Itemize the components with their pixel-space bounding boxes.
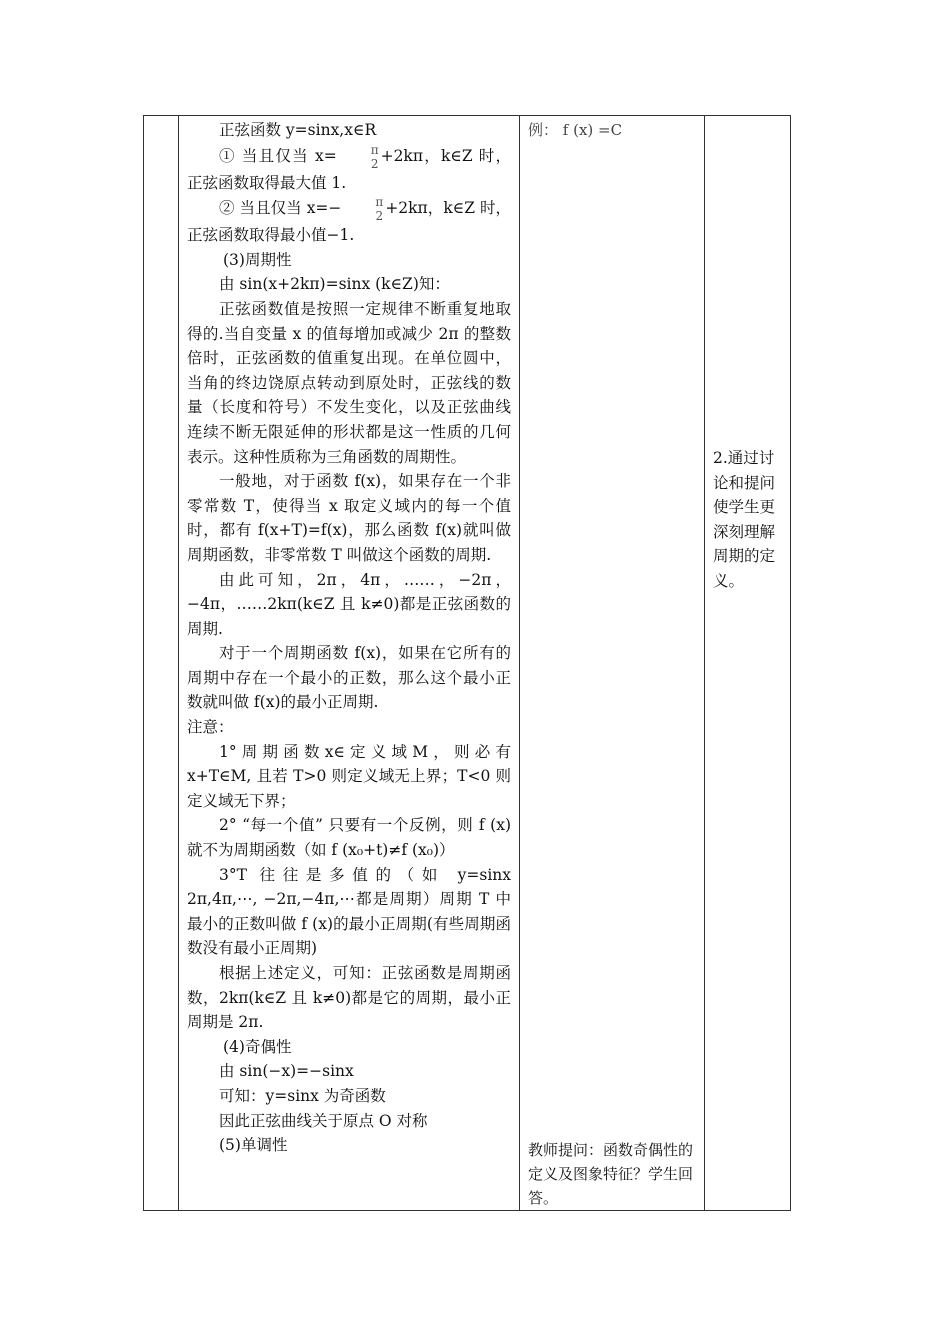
pi-over-2-fraction: π 2 (370, 142, 379, 171)
content-column (179, 116, 527, 1211)
note-heading: 注意： (187, 718, 234, 737)
design-intent-note: 2.通过讨论和提问使学生更深刻理解周期的定义。 (713, 449, 776, 590)
sine-periods: 由此可知，2π，4π，……，−2π，−4π，……2kπ(k∈Z 且 k≠0)都是正弦函数的周期. (187, 570, 511, 638)
note-2: 2° “每一个值” 只要有一个反例，则 f (x)就不为周期函数（如 f (x₀+t)≠f (x₀)） (187, 816, 511, 860)
minimal-period-def: 对于一个周期函数 f(x)，如果在它所有的周期中存在一个最小的正数，那么这个最小正数就叫做 f(x)的最小正周期. (187, 644, 511, 712)
section-monotonicity: (5)单调性 (219, 1136, 288, 1155)
activity-column (520, 116, 705, 1211)
note-3: 3°T 往往是多值的（如 y=sinx 2π,4π,⋯, −2π,−4π,⋯都是周期）周期 T 中最小的正数叫做 f (x)的最小正周期(有些周期函数没有最小正周期) (187, 865, 527, 958)
min-condition: ② 当且仅当 x=− π 2 +2kπ，k∈Z 时，正弦函数取得最小值−1. (187, 195, 511, 245)
section-periodicity: (3)周期性 (223, 250, 292, 269)
pi-over-2-fraction: π 2 (375, 195, 384, 224)
max-condition: ① 当且仅当 x= π 2 +2kπ，k∈Z 时，正弦函数取得最大值 1. (187, 142, 511, 192)
lesson-table (143, 115, 791, 1211)
odd-function-statement: 可知：y=sinx 为奇函数 (219, 1086, 386, 1105)
periodicity-identity: 由 sin(x+2kπ)=sinx (k∈Z)知： (219, 275, 450, 294)
sine-period-conclusion: 根据上述定义，可知：正弦函数是周期函数，2kπ(k∈Z 且 k≠0)都是它的周期，最小正周期是 2π. (187, 964, 511, 1032)
origin-symmetry: 因此正弦曲线关于原点 O 对称 (219, 1111, 428, 1130)
example-text: 例： f (x) =C (528, 121, 623, 139)
blank-column (144, 116, 179, 1211)
parity-identity: 由 sin(−x)=−sinx (219, 1062, 354, 1081)
teacher-question: 教师提问：函数奇偶性的定义及图象特征？学生回答。 (528, 1141, 694, 1207)
periodic-function-def: 一般地，对于函数 f(x)，如果存在一个非零常数 T，使得当 x 取定义域内的每一个值时，都有 f(x+T)=f(x)，那么函数 f(x)就叫做周期函数，非零常数 T 叫做这个函数的周期. (187, 472, 511, 564)
periodicity-explanation: 正弦函数值是按照一定规律不断重复地取得的.当自变量 x 的值每增加或减少 2π 的整数倍时，正弦函数的值重复出现。在单位圆中，当角的终边饶原点转动到原处时，正弦线的数量（长度和符号）不发生变化，以及正弦曲线连续不断无限延伸的形状都是这一性质的几何表示。这种性质称为三角函数的周期性。 (187, 299, 511, 466)
sine-function-def: 正弦函数 y=sinx,x∈R (219, 121, 377, 139)
design-intent-column (705, 116, 791, 1211)
note-1: 1° 周 期 函 数 x∈ 定 义 域 M ， 则 必 有 x+T∈M, 且若 T>0 则定义域无上界；T<0 则定义域无下界； (187, 742, 511, 810)
section-parity: (4)奇偶性 (223, 1037, 292, 1056)
